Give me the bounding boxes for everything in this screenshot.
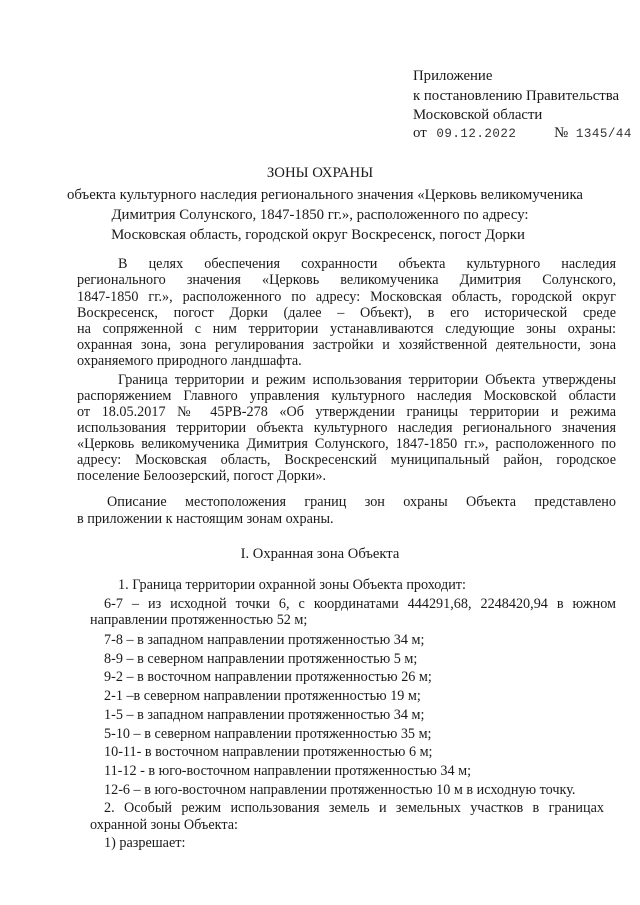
- appendix-label: Приложение: [413, 68, 493, 84]
- paragraph-line: от 18.05.2017 № 45РВ-278 «Об утверждении границы территории и режима: [77, 404, 616, 420]
- resolution-reference: к постановлению Правительства: [413, 88, 620, 104]
- title-sub-1: объекта культурного наследия регионального значения «Церковь великомученика: [66, 187, 584, 203]
- paragraph-line: поселение Белоозерский, погост Дорки».: [77, 468, 327, 484]
- segment-line: 7-8 – в западном направлении протяженностью 34 м;: [104, 632, 425, 648]
- paragraph-line: охранная зона, зона регулирования застройки и хозяйственной деятельности, зона: [77, 337, 616, 353]
- segment-line: 8-9 – в северном направлении протяженностью 5 м;: [104, 651, 418, 667]
- segment-line: 10-11- в восточном направлении протяженностью 6 м;: [104, 744, 433, 760]
- paragraph-line: Описание местоположения границ зон охраны Объекта представлено: [107, 494, 616, 510]
- paragraph-line: 2. Особый режим использования земель и земельных участков в границах: [104, 800, 604, 816]
- paragraph-line: распоряжением Главного управления культурного наследия Московской области: [77, 388, 616, 404]
- section-title: I. Охранная зона Объекта: [240, 546, 400, 562]
- paragraph-line: Воскресенск, погост Дорки (далее – Объект), в его исторической среде: [77, 305, 616, 321]
- segment-line: направлении протяженностью 52 м;: [90, 612, 308, 628]
- paragraph-line: использования территории объекта культурного наследия регионального значения: [77, 420, 616, 436]
- segment-line: 2-1 –в северном направлении протяженностью 19 м;: [104, 688, 421, 704]
- paragraph-line: в приложении к настоящим зонам охраны.: [77, 511, 334, 527]
- segment-line: 5-10 – в северном направлении протяженностью 35 м;: [104, 726, 432, 742]
- number-prefix: №: [554, 125, 569, 141]
- paragraph-line: на сопряженной с ним территории устанавливаются следующие зоны охраны:: [77, 321, 616, 337]
- paragraph-line: охранной зоны Объекта:: [90, 817, 238, 833]
- item-1-intro: 1. Граница территории охранной зоны Объекта проходит:: [118, 577, 466, 593]
- segment-line: 9-2 – в восточном направлении протяженностью 26 м;: [104, 669, 432, 685]
- paragraph-line: охраняемого природного ландшафта.: [77, 353, 302, 369]
- sub-item-label: 1) разрешает:: [104, 835, 186, 851]
- paragraph-line: Граница территории и режим использования территории Объекта утверждены: [118, 372, 616, 388]
- paragraph-line: В целях обеспечения сохранности объекта культурного наследия: [118, 256, 616, 272]
- government-name: Московской области: [413, 107, 543, 123]
- segment-line: 6-7 – из исходной точки 6, с координатами 444291,68, 2248420,94 в южном: [104, 596, 616, 612]
- date-line: [413, 125, 632, 142]
- segment-line: 11-12 - в юго-восточном направлении протяженностью 34 м;: [104, 763, 472, 779]
- date-prefix: от: [413, 125, 427, 141]
- segment-line: 12-6 – в юго-восточном направлении протяженностью 10 м в исходную точку.: [104, 782, 576, 798]
- paragraph-line: 1847-1850 гг.», расположенного по адресу: Московская область, городской округ: [77, 289, 616, 305]
- paragraph-line: адресу: Московская область, Воскресенский муниципальный район, городское: [77, 452, 616, 468]
- title-sub-3: Московская область, городской округ Воскресенск, погост Дорки: [111, 227, 525, 243]
- paragraph-line: «Церковь великомученика Димитрия Солунского, 1847-1850 гг.», расположенного по: [77, 436, 616, 452]
- paragraph-line: регионального значения «Церковь великомученика Димитрия Солунского,: [77, 272, 616, 288]
- resolution-number: 1345/44: [575, 127, 632, 141]
- title-sub-2: Димитрия Солунского, 1847-1850 гг.», расположенного по адресу:: [111, 207, 529, 223]
- resolution-date: 09.12.2022: [436, 127, 517, 141]
- segment-line: 1-5 – в западном направлении протяженностью 34 м;: [104, 707, 425, 723]
- title-main: ЗОНЫ ОХРАНЫ: [266, 165, 374, 181]
